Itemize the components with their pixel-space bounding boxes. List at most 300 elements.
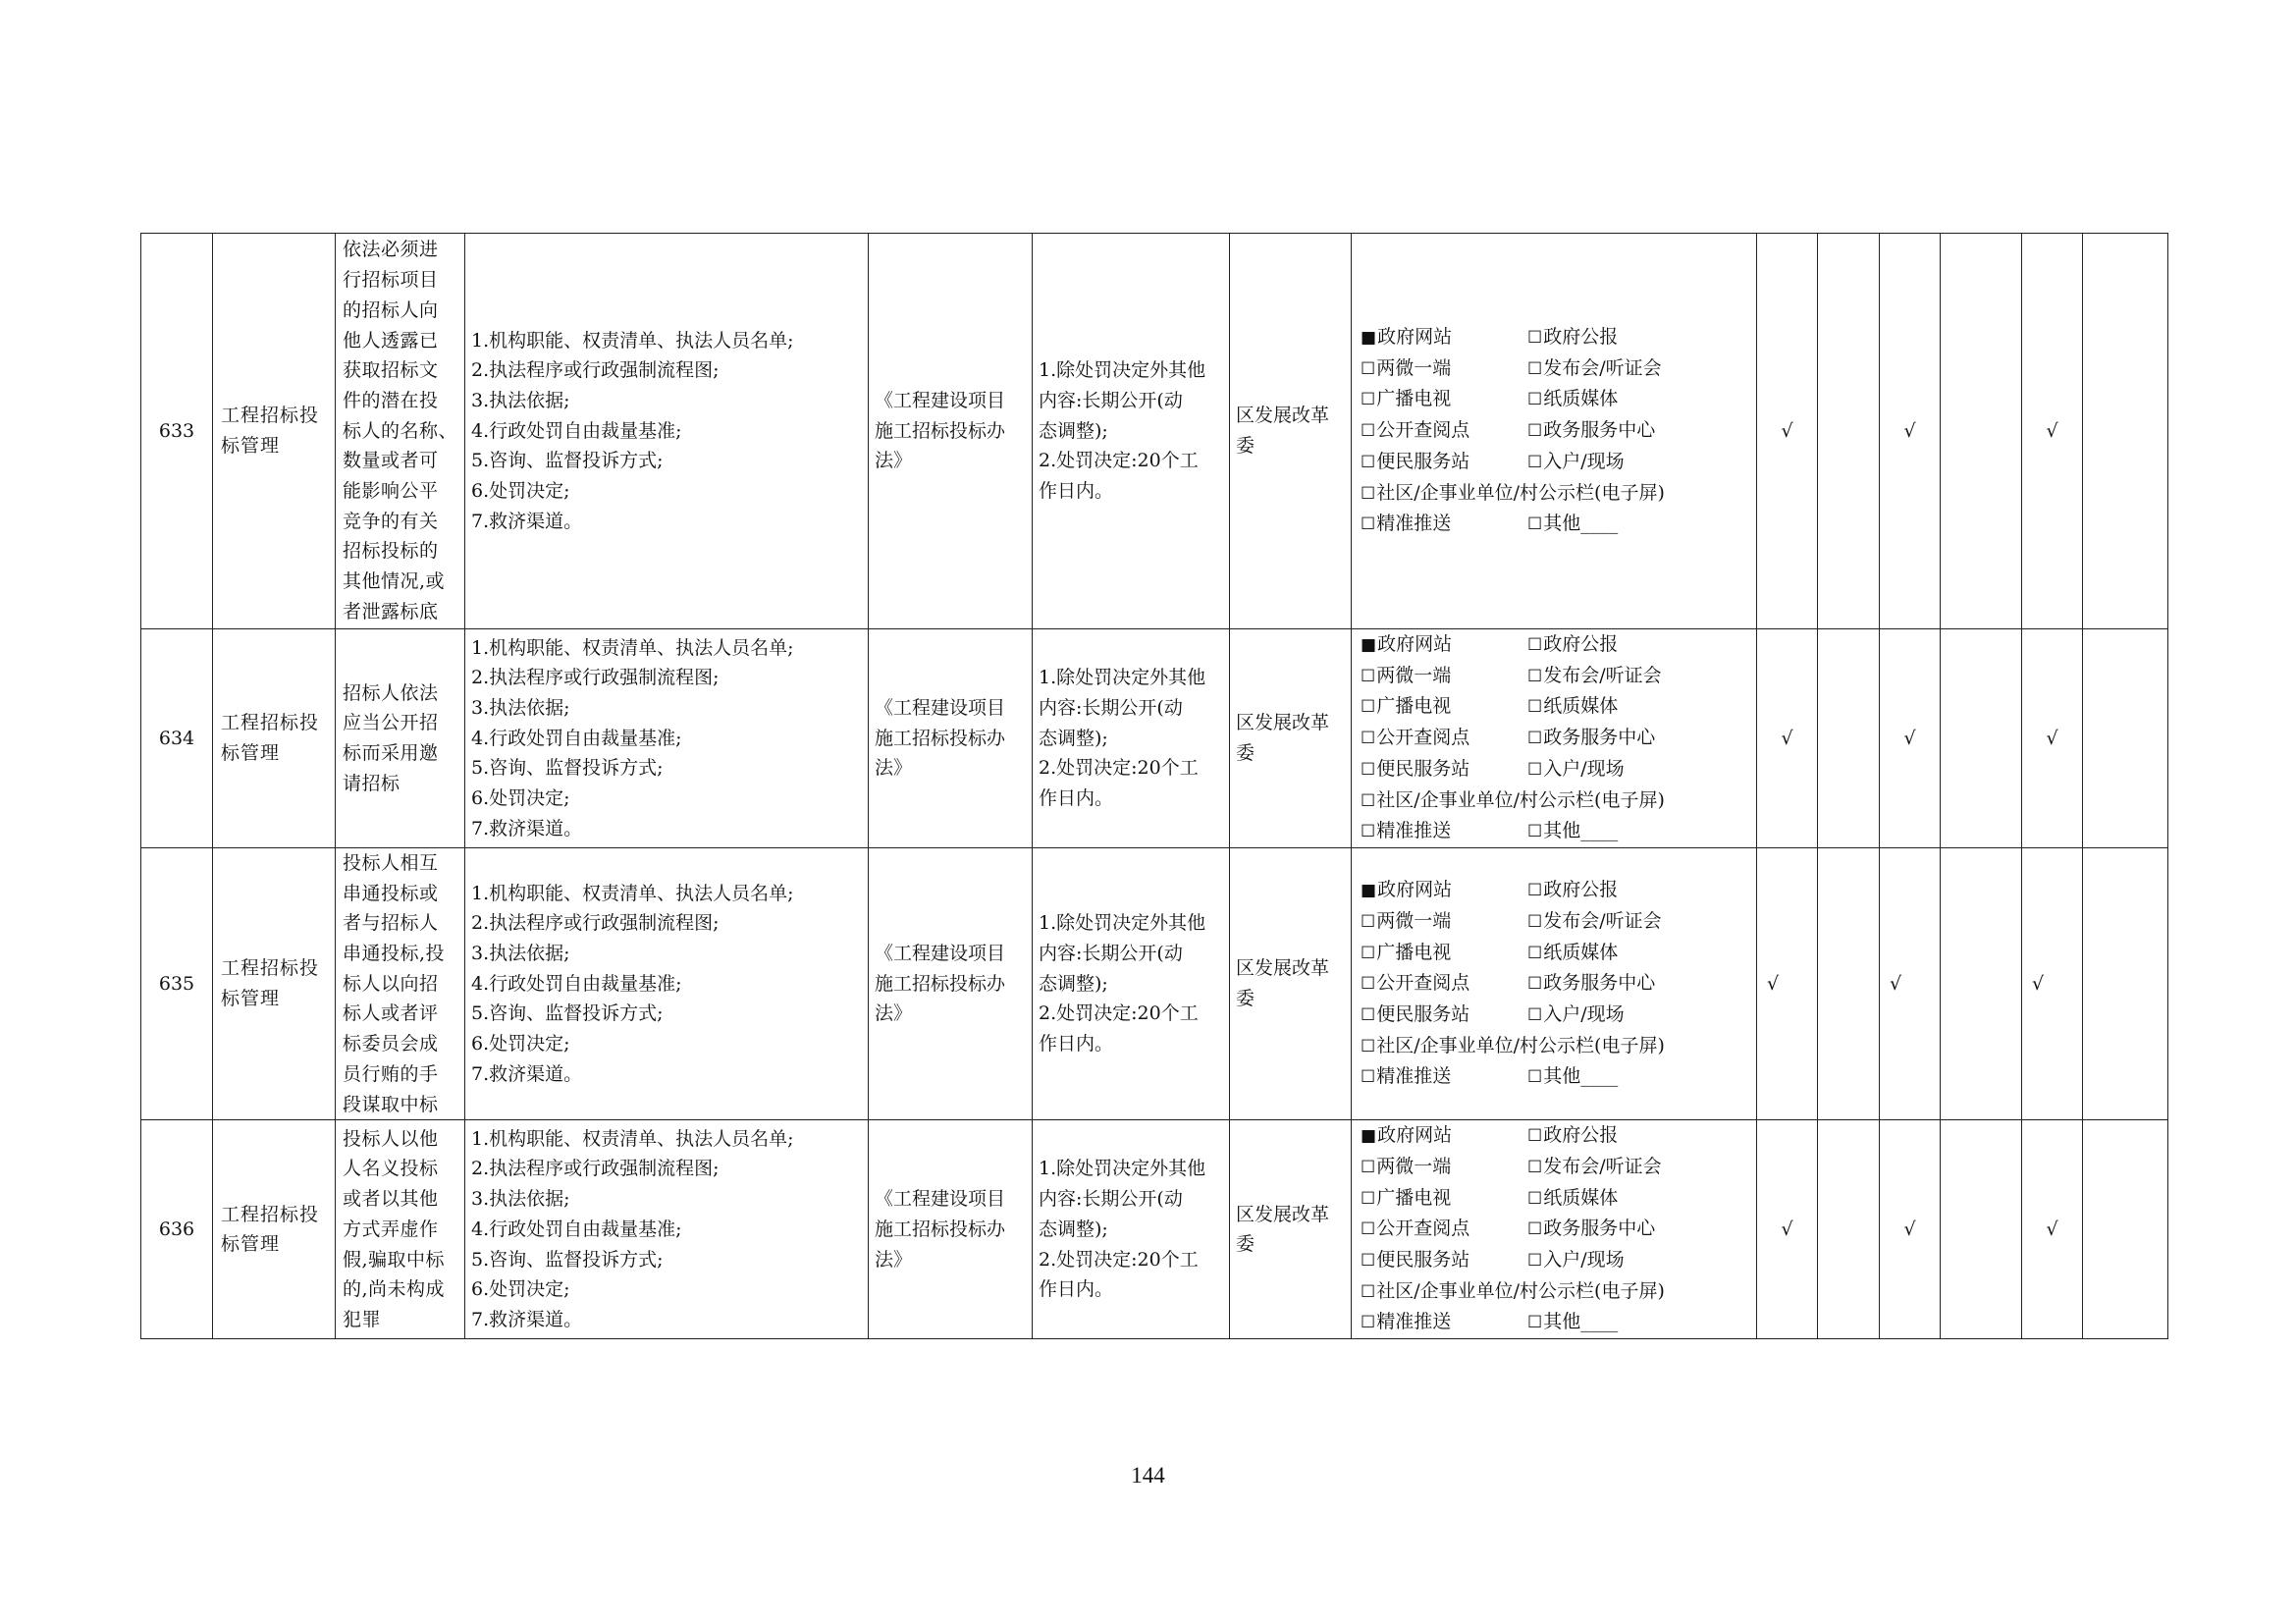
channel-label: 广播电视	[1376, 388, 1452, 410]
item-line: 标而采用邀	[343, 741, 439, 764]
item-line: 串通投标,投	[343, 943, 446, 965]
channel-option	[1527, 816, 1752, 847]
content-cell	[465, 1120, 869, 1339]
unchecked-box-icon: ☐	[1361, 790, 1376, 811]
subject-cell	[1230, 1120, 1352, 1339]
subject-line: 区发展改革	[1236, 1203, 1330, 1225]
channel-option	[1527, 1120, 1752, 1152]
channel-label: 便民服务站	[1376, 757, 1470, 780]
unchecked-box-icon: ☐	[1527, 1157, 1543, 1177]
channel-label: 政务服务中心	[1543, 1218, 1656, 1240]
unchecked-box-icon: ☐	[1361, 358, 1376, 379]
content-line: 1.机构职能、权责清单、执法人员名单;	[471, 636, 794, 659]
table-row	[141, 847, 2168, 1119]
check-mark-icon: √	[2022, 234, 2083, 629]
channel-label: 政务服务中心	[1543, 972, 1656, 995]
channel-label: 政府公报	[1543, 633, 1619, 655]
unchecked-box-icon: ☐	[1361, 1004, 1376, 1025]
unchecked-box-icon: ☐	[1361, 1188, 1376, 1209]
unchecked-box-icon: ☐	[1527, 635, 1543, 655]
unchecked-box-icon: ☐	[1527, 1067, 1543, 1088]
subject-line: 委	[1236, 741, 1255, 764]
content-line: 3.执法依据;	[471, 696, 570, 719]
unchecked-box-icon: ☐	[1527, 1126, 1543, 1147]
channels-cell	[1352, 847, 1757, 1119]
item-line: 假,骗取中标	[343, 1248, 446, 1271]
item-line: 标委员会成	[343, 1033, 439, 1056]
unchecked-box-icon: ☐	[1361, 697, 1376, 718]
content-cell	[465, 629, 869, 848]
subject-line: 区发展改革	[1236, 957, 1330, 980]
channel-label: 公开查阅点	[1376, 727, 1470, 749]
content-line: 3.执法依据;	[471, 943, 570, 965]
channel-option	[1361, 938, 1527, 969]
content-line: 1.机构职能、权责清单、执法人员名单;	[471, 329, 794, 352]
channel-label: 其他____	[1543, 513, 1619, 535]
item-line: 数量或者可	[343, 450, 439, 472]
channel-option	[1527, 1183, 1752, 1215]
channel-label: 纸质媒体	[1543, 388, 1619, 410]
channel-option	[1527, 723, 1752, 754]
channel-option	[1361, 384, 1527, 415]
basis-line: 法》	[875, 757, 913, 780]
unchecked-box-icon: ☐	[1361, 822, 1376, 842]
channel-option	[1361, 1276, 1752, 1308]
unchecked-box-icon: ☐	[1527, 1004, 1543, 1025]
item-line: 或者以其他	[343, 1188, 439, 1211]
unchecked-box-icon: ☐	[1527, 1313, 1543, 1333]
item-line: 标人或者评	[343, 1002, 439, 1025]
channel-option	[1361, 1245, 1527, 1276]
unchecked-box-icon: ☐	[1361, 421, 1376, 442]
unchecked-box-icon: ☐	[1527, 514, 1543, 535]
channel-option	[1527, 1152, 1752, 1183]
unchecked-box-icon: ☐	[1527, 666, 1543, 686]
unchecked-box-icon: ☐	[1527, 328, 1543, 349]
subject-line: 委	[1236, 1233, 1255, 1256]
content-cell	[465, 847, 869, 1119]
channel-label: 政府公报	[1543, 326, 1619, 349]
content-line: 5.咨询、监督投诉方式;	[471, 450, 664, 472]
basis-cell	[869, 629, 1033, 848]
row-number: 635	[141, 847, 213, 1119]
content-cell	[465, 234, 869, 629]
item-line: 者泄露标底	[343, 600, 439, 623]
unchecked-box-icon: ☐	[1527, 358, 1543, 379]
item-line: 他人透露已	[343, 329, 439, 352]
unchecked-box-icon: ☐	[1527, 881, 1543, 901]
channel-option	[1361, 968, 1527, 1000]
subject-line: 区发展改革	[1236, 405, 1330, 427]
content-line: 3.执法依据;	[471, 389, 570, 411]
channel-label: 入户/现场	[1543, 450, 1625, 472]
category-cell: 工程招标投标管理	[213, 1120, 336, 1339]
content-line: 2.执法程序或行政强制流程图;	[471, 912, 720, 935]
channel-label: 便民服务站	[1376, 1002, 1470, 1025]
channel-option	[1527, 322, 1752, 353]
content-line: 2.执法程序或行政强制流程图;	[471, 1158, 720, 1180]
time-line: 内容:长期公开(动	[1039, 1188, 1183, 1211]
time-line: 2.处罚决定:20个工	[1039, 1002, 1199, 1025]
channel-label: 广播电视	[1376, 941, 1452, 963]
content-line: 4.行政处罚自由裁量基准;	[471, 419, 682, 442]
channel-option	[1361, 629, 1527, 661]
content-line: 6.处罚决定;	[471, 480, 570, 503]
unchecked-box-icon: ☐	[1361, 1036, 1376, 1056]
subject-cell	[1230, 234, 1352, 629]
item-line: 投标人相互	[343, 851, 439, 874]
table-row	[141, 1120, 2168, 1339]
item-line: 者与招标人	[343, 912, 439, 935]
table-body	[141, 234, 2168, 1339]
content-line: 7.救济渠道。	[471, 510, 583, 532]
item-line: 请招标	[343, 772, 400, 794]
unchecked-box-icon: ☐	[1527, 974, 1543, 995]
row-number: 634	[141, 629, 213, 848]
basis-line: 施工招标投标办	[875, 419, 1006, 442]
unchecked-box-icon: ☐	[1527, 729, 1543, 749]
item-line: 的,尚未构成	[343, 1278, 446, 1301]
item-line: 的招标人向	[343, 298, 439, 321]
channel-label: 社区/企事业单位/村公示栏(电子屏)	[1376, 481, 1665, 504]
item-line: 招标投标的	[343, 540, 439, 563]
unchecked-box-icon: ☐	[1361, 514, 1376, 535]
check-mark-icon: √	[2022, 847, 2083, 1119]
channels-list	[1361, 322, 1752, 540]
channel-label: 政务服务中心	[1543, 419, 1656, 442]
unchecked-box-icon: ☐	[1361, 666, 1376, 686]
unchecked-box-icon: ☐	[1361, 1067, 1376, 1088]
empty-mark-cell	[2083, 847, 2168, 1119]
channel-label: 社区/企事业单位/村公示栏(电子屏)	[1376, 788, 1665, 811]
unchecked-box-icon: ☐	[1527, 452, 1543, 472]
channels-cell	[1352, 1120, 1757, 1339]
unchecked-box-icon: ☐	[1361, 943, 1376, 963]
channel-label: 入户/现场	[1543, 1249, 1625, 1272]
channels-cell	[1352, 629, 1757, 848]
channel-label: 其他____	[1543, 1065, 1619, 1088]
channel-label: 精准推送	[1376, 513, 1452, 535]
channel-option	[1527, 1307, 1752, 1338]
time-line: 2.处罚决定:20个工	[1039, 1248, 1199, 1271]
unchecked-box-icon: ☐	[1527, 943, 1543, 963]
disclosure-table	[140, 233, 2168, 1339]
item-cell	[336, 847, 465, 1119]
basis-line: 《工程建设项目	[875, 1188, 1006, 1211]
channel-label: 入户/现场	[1543, 757, 1625, 780]
time-line: 1.除处罚决定外其他	[1039, 667, 1206, 689]
item-line: 投标人以他	[343, 1127, 439, 1150]
time-limit-cell	[1033, 629, 1230, 848]
content-line: 2.执法程序或行政强制流程图;	[471, 359, 720, 382]
unchecked-box-icon: ☐	[1527, 822, 1543, 842]
channel-label: 便民服务站	[1376, 1249, 1470, 1272]
item-line: 获取招标文	[343, 359, 439, 382]
category-cell: 工程招标投标管理	[213, 847, 336, 1119]
channel-option	[1361, 509, 1527, 540]
channel-label: 政府网站	[1377, 326, 1453, 349]
content-line: 7.救济渠道。	[471, 1308, 583, 1330]
unchecked-box-icon: ☐	[1527, 1188, 1543, 1209]
checked-box-icon: ■	[1361, 881, 1377, 901]
channel-option	[1527, 1061, 1752, 1093]
unchecked-box-icon: ☐	[1361, 911, 1376, 932]
table-row	[141, 629, 2168, 848]
item-line: 依法必须进	[343, 239, 439, 261]
channel-option	[1527, 938, 1752, 969]
channel-option	[1361, 1183, 1527, 1215]
channel-option	[1527, 691, 1752, 723]
channel-option	[1361, 723, 1527, 754]
item-line: 能影响公平	[343, 480, 439, 503]
empty-mark-cell	[1818, 234, 1880, 629]
check-mark-icon: √	[1757, 234, 1818, 629]
unchecked-box-icon: ☐	[1527, 1219, 1543, 1240]
channel-option	[1361, 754, 1527, 785]
channel-label: 纸质媒体	[1543, 1186, 1619, 1209]
channel-label: 纸质媒体	[1543, 941, 1619, 963]
channel-option	[1361, 1031, 1752, 1062]
empty-mark-cell	[1818, 1120, 1880, 1339]
category-cell: 工程招标投标管理	[213, 234, 336, 629]
channels-list	[1361, 875, 1752, 1093]
channel-label: 两微一端	[1376, 1155, 1452, 1177]
empty-mark-cell	[1941, 629, 2022, 848]
channel-label: 广播电视	[1376, 1186, 1452, 1209]
channel-label: 入户/现场	[1543, 1002, 1625, 1025]
checked-box-icon: ■	[1361, 1126, 1377, 1147]
content-line: 4.行政处罚自由裁量基准;	[471, 972, 682, 995]
channel-option	[1361, 478, 1752, 510]
unchecked-box-icon: ☐	[1527, 390, 1543, 410]
channel-label: 精准推送	[1376, 820, 1452, 842]
channel-label: 纸质媒体	[1543, 695, 1619, 718]
empty-mark-cell	[2083, 234, 2168, 629]
row-number: 636	[141, 1120, 213, 1339]
content-line: 2.执法程序或行政强制流程图;	[471, 667, 720, 689]
channel-label: 便民服务站	[1376, 450, 1470, 472]
time-limit-cell	[1033, 234, 1230, 629]
content-line: 4.行政处罚自由裁量基准;	[471, 727, 682, 749]
channel-label: 政府网站	[1377, 633, 1453, 655]
time-line: 态调整);	[1039, 972, 1108, 995]
unchecked-box-icon: ☐	[1361, 483, 1376, 504]
channel-option	[1527, 384, 1752, 415]
channel-option	[1361, 875, 1527, 906]
time-line: 作日内。	[1039, 1278, 1114, 1301]
channel-label: 其他____	[1543, 820, 1619, 842]
unchecked-box-icon: ☐	[1361, 1157, 1376, 1177]
empty-mark-cell	[1941, 1120, 2022, 1339]
channel-option	[1527, 968, 1752, 1000]
checked-box-icon: ■	[1361, 635, 1377, 655]
empty-mark-cell	[2083, 629, 2168, 848]
time-line: 1.除处罚决定外其他	[1039, 359, 1206, 382]
channel-label: 其他____	[1543, 1311, 1619, 1333]
channel-label: 精准推送	[1376, 1065, 1452, 1088]
channel-label: 政府网站	[1377, 879, 1453, 901]
item-line: 员行贿的手	[343, 1062, 439, 1085]
content-line: 6.处罚决定;	[471, 1278, 570, 1301]
empty-mark-cell	[1941, 234, 2022, 629]
basis-line: 施工招标投标办	[875, 727, 1006, 749]
unchecked-box-icon: ☐	[1361, 1281, 1376, 1302]
channel-label: 政府网站	[1377, 1124, 1453, 1147]
channel-option	[1527, 906, 1752, 938]
channel-option	[1361, 1214, 1527, 1245]
item-line: 竞争的有关	[343, 510, 439, 532]
subject-line: 委	[1236, 435, 1255, 457]
item-line: 行招标项目	[343, 269, 439, 292]
time-line: 态调整);	[1039, 1218, 1108, 1240]
time-line: 1.除处罚决定外其他	[1039, 1158, 1206, 1180]
content-line: 1.机构职能、权责清单、执法人员名单;	[471, 882, 794, 904]
channel-label: 政务服务中心	[1543, 727, 1656, 749]
channel-label: 发布会/听证会	[1543, 356, 1662, 379]
channel-option	[1361, 661, 1527, 692]
time-line: 态调整);	[1039, 419, 1108, 442]
time-line: 作日内。	[1039, 787, 1114, 810]
basis-line: 施工招标投标办	[875, 1218, 1006, 1240]
time-line: 内容:长期公开(动	[1039, 389, 1183, 411]
channel-label: 公开查阅点	[1376, 1218, 1470, 1240]
channel-option	[1527, 661, 1752, 692]
content-line: 7.救济渠道。	[471, 1062, 583, 1085]
item-line: 应当公开招	[343, 712, 439, 734]
channel-label: 政府公报	[1543, 879, 1619, 901]
item-line: 人名义投标	[343, 1158, 439, 1180]
content-line: 3.执法依据;	[471, 1188, 570, 1211]
page-number: 144	[1131, 1463, 1165, 1488]
channel-label: 社区/企事业单位/村公示栏(电子屏)	[1376, 1279, 1665, 1302]
basis-line: 法》	[875, 1248, 913, 1271]
channel-option	[1527, 754, 1752, 785]
check-mark-icon: √	[2022, 629, 2083, 848]
check-mark-icon: √	[1880, 234, 1941, 629]
item-line: 犯罪	[343, 1308, 382, 1330]
item-line: 段谋取中标	[343, 1093, 439, 1115]
channel-option	[1527, 447, 1752, 478]
item-line: 标人的名称、	[343, 419, 458, 442]
subject-cell	[1230, 847, 1352, 1119]
time-line: 内容:长期公开(动	[1039, 696, 1183, 719]
table-row	[141, 234, 2168, 629]
time-line: 2.处罚决定:20个工	[1039, 757, 1199, 780]
channel-label: 发布会/听证会	[1543, 1155, 1662, 1177]
unchecked-box-icon: ☐	[1361, 1219, 1376, 1240]
content-line: 7.救济渠道。	[471, 817, 583, 839]
basis-line: 法》	[875, 1002, 913, 1025]
unchecked-box-icon: ☐	[1527, 911, 1543, 932]
channel-option	[1361, 691, 1527, 723]
empty-mark-cell	[1818, 847, 1880, 1119]
item-cell	[336, 1120, 465, 1339]
checked-box-icon: ■	[1361, 328, 1377, 349]
channel-option	[1361, 906, 1527, 938]
row-number: 633	[141, 234, 213, 629]
channels-list	[1361, 629, 1752, 847]
check-mark-icon: √	[1880, 629, 1941, 848]
basis-line: 法》	[875, 450, 913, 472]
basis-cell	[869, 1120, 1033, 1339]
unchecked-box-icon: ☐	[1361, 1313, 1376, 1333]
channel-option	[1361, 785, 1752, 817]
basis-line: 《工程建设项目	[875, 943, 1006, 965]
time-line: 作日内。	[1039, 480, 1114, 503]
item-line: 方式弄虚作	[343, 1218, 439, 1240]
time-line: 2.处罚决定:20个工	[1039, 450, 1199, 472]
content-line: 4.行政处罚自由裁量基准;	[471, 1218, 682, 1240]
empty-mark-cell	[1941, 847, 2022, 1119]
item-cell	[336, 629, 465, 848]
check-mark-icon: √	[1880, 1120, 1941, 1339]
channel-label: 精准推送	[1376, 1311, 1452, 1333]
channel-label: 两微一端	[1376, 664, 1452, 686]
item-line: 件的潜在投	[343, 389, 439, 411]
channel-label: 发布会/听证会	[1543, 909, 1662, 932]
channel-label: 广播电视	[1376, 695, 1452, 718]
channel-option	[1361, 1120, 1527, 1152]
unchecked-box-icon: ☐	[1361, 974, 1376, 995]
channel-option	[1361, 353, 1527, 385]
channel-option	[1361, 447, 1527, 478]
subject-line: 委	[1236, 988, 1255, 1010]
unchecked-box-icon: ☐	[1527, 697, 1543, 718]
subject-cell	[1230, 629, 1352, 848]
check-mark-icon: √	[2022, 1120, 2083, 1339]
unchecked-box-icon: ☐	[1527, 759, 1543, 780]
basis-line: 施工招标投标办	[875, 972, 1006, 995]
unchecked-box-icon: ☐	[1361, 390, 1376, 410]
time-limit-cell	[1033, 1120, 1230, 1339]
item-line: 串通投标或	[343, 882, 439, 904]
channel-label: 两微一端	[1376, 356, 1452, 379]
time-line: 内容:长期公开(动	[1039, 943, 1183, 965]
channel-option	[1527, 415, 1752, 447]
content-line: 5.咨询、监督投诉方式;	[471, 757, 664, 780]
channel-option	[1527, 875, 1752, 906]
unchecked-box-icon: ☐	[1527, 1251, 1543, 1272]
channel-option	[1361, 816, 1527, 847]
channel-label: 两微一端	[1376, 909, 1452, 932]
channel-label: 公开查阅点	[1376, 419, 1470, 442]
item-line: 标人以向招	[343, 972, 439, 995]
channel-option	[1527, 353, 1752, 385]
channel-option	[1361, 1061, 1527, 1093]
channels-list	[1361, 1120, 1752, 1338]
channel-option	[1527, 1245, 1752, 1276]
unchecked-box-icon: ☐	[1361, 759, 1376, 780]
empty-mark-cell	[2083, 1120, 2168, 1339]
channel-label: 发布会/听证会	[1543, 664, 1662, 686]
time-line: 1.除处罚决定外其他	[1039, 912, 1206, 935]
unchecked-box-icon: ☐	[1361, 1251, 1376, 1272]
channel-option	[1527, 509, 1752, 540]
time-limit-cell	[1033, 847, 1230, 1119]
channels-cell	[1352, 234, 1757, 629]
content-line: 5.咨询、监督投诉方式;	[471, 1002, 664, 1025]
channel-option	[1361, 1000, 1527, 1031]
channel-option	[1527, 629, 1752, 661]
check-mark-icon: √	[1880, 847, 1941, 1119]
content-line: 6.处罚决定;	[471, 1033, 570, 1056]
basis-cell	[869, 234, 1033, 629]
channel-option	[1361, 1307, 1527, 1338]
empty-mark-cell	[1818, 629, 1880, 848]
check-mark-icon: √	[1757, 629, 1818, 848]
subject-line: 区发展改革	[1236, 712, 1330, 734]
channel-label: 社区/企事业单位/村公示栏(电子屏)	[1376, 1034, 1665, 1056]
